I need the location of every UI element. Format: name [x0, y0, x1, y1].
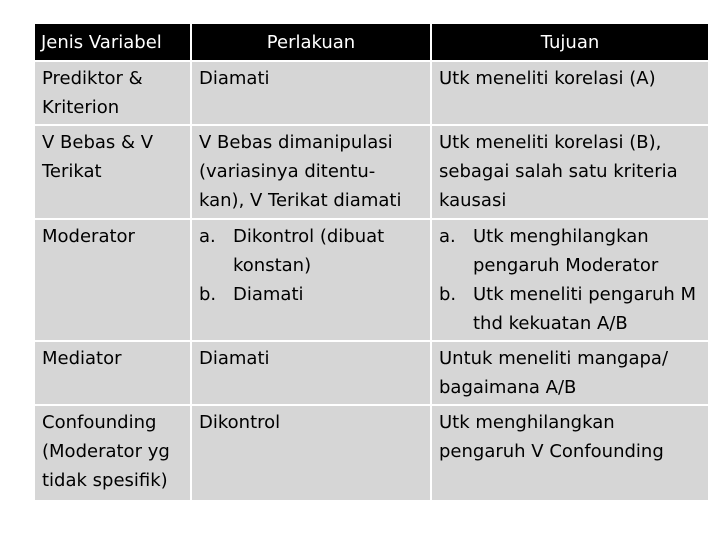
list-item: [199, 222, 424, 280]
cell-perlakuan: Diamati: [192, 62, 432, 126]
cell-perlakuan: [192, 220, 432, 342]
header-perlakuan: Perlakuan: [192, 24, 432, 62]
list-text: Dikontrol (dibuat konstan): [233, 226, 385, 276]
cell-tujuan: Untuk meneliti mangapa/ bagaimana A/B: [432, 342, 708, 406]
cell-jenis: Mediator: [35, 342, 192, 406]
list-text: Utk meneliti pengaruh M thd kekuatan A/B: [473, 284, 697, 334]
list-marker: a.: [439, 226, 456, 247]
header-row: [35, 24, 708, 62]
table-row: [35, 220, 708, 342]
table-row: [35, 126, 708, 220]
variable-table: [35, 24, 708, 500]
list-marker: a.: [199, 226, 216, 247]
list-marker: b.: [199, 284, 217, 305]
list-text: Utk menghilangkan pengaruh Moderator: [473, 226, 659, 276]
cell-tujuan: Utk meneliti korelasi (B), sebagai salah satu kriteria kausasi: [432, 126, 708, 220]
perlakuan-list: [199, 222, 424, 309]
table-row: [35, 406, 708, 500]
list-item: [439, 280, 702, 338]
header-tujuan: Tujuan: [432, 24, 708, 62]
cell-jenis: Moderator: [35, 220, 192, 342]
cell-jenis: V Bebas & V Terikat: [35, 126, 192, 220]
list-item: [199, 280, 424, 309]
cell-perlakuan: V Bebas dimanipulasi (variasinya ditentu- kan), V Terikat diamati: [192, 126, 432, 220]
header-jenis-variabel: Jenis Variabel: [35, 24, 192, 62]
list-item: [439, 222, 702, 280]
cell-tujuan: [432, 220, 708, 342]
tujuan-list: [439, 222, 702, 338]
table-row: [35, 342, 708, 406]
cell-tujuan: Utk meneliti korelasi (A): [432, 62, 708, 126]
cell-tujuan: Utk menghilangkan pengaruh V Confounding: [432, 406, 708, 500]
list-text: Diamati: [233, 284, 304, 305]
cell-jenis: Prediktor & Kriterion: [35, 62, 192, 126]
list-marker: b.: [439, 284, 457, 305]
cell-perlakuan: Diamati: [192, 342, 432, 406]
cell-perlakuan: Dikontrol: [192, 406, 432, 500]
table-row: [35, 62, 708, 126]
cell-jenis: Confounding (Moderator yg tidak spesifik): [35, 406, 192, 500]
